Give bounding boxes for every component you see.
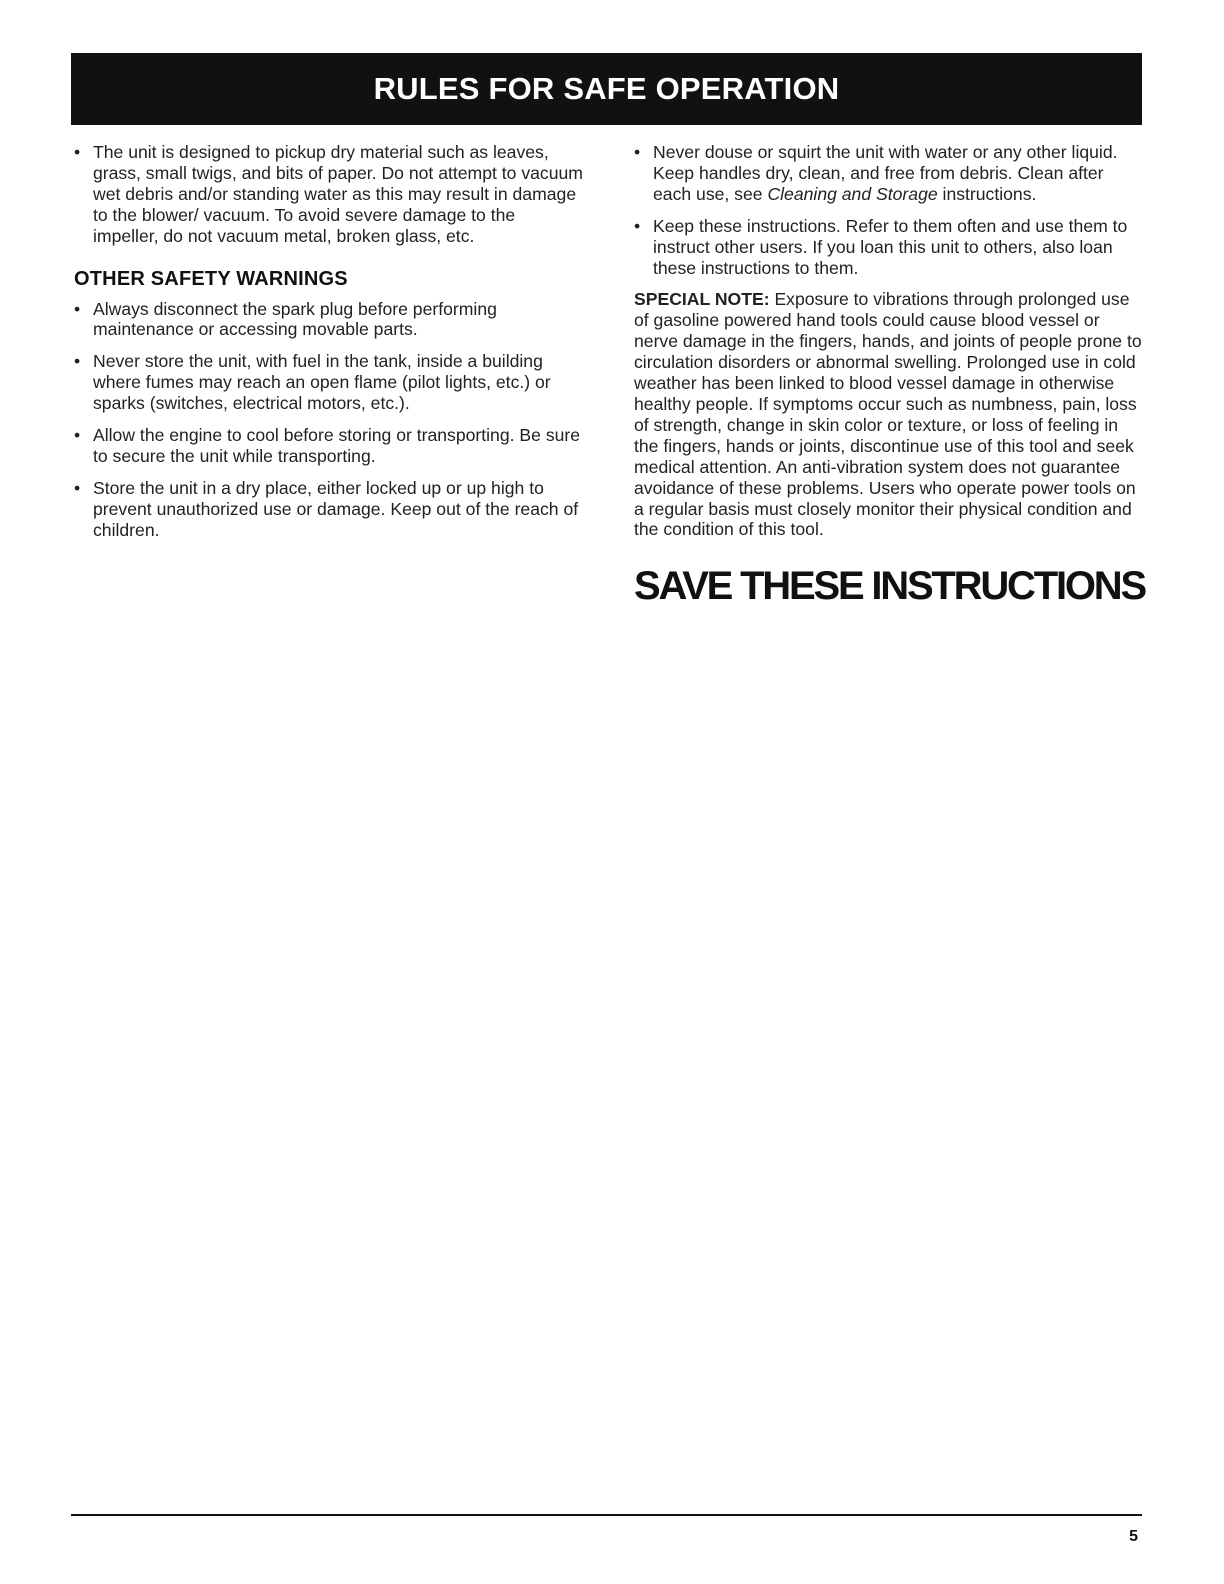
save-instructions-heading: SAVE THESE INSTRUCTIONS bbox=[634, 564, 1145, 609]
bullet-text-part: Never douse or squirt the unit with water or any other liquid. Keep handles dry, clean, and free from debris. Clean after each use, see bbox=[653, 142, 1118, 204]
bullet-icon: • bbox=[634, 215, 641, 236]
footer-divider bbox=[71, 1514, 1142, 1516]
bullet-icon: • bbox=[74, 425, 81, 446]
list-item bbox=[74, 425, 584, 467]
left-column bbox=[74, 142, 584, 552]
bullet-text-part: instructions. bbox=[937, 183, 1037, 204]
special-note bbox=[634, 289, 1144, 540]
bullet-icon: • bbox=[74, 142, 81, 162]
bullet-text: Never store the unit, with fuel in the tank, inside a building where fumes may reach an open flame (pilot lights, etc.) or sparks (switches, electrical motors, etc.). bbox=[93, 351, 551, 414]
bullet-text: Keep these instructions. Refer to them often and use them to instruct other users. If you loan this unit to others, also loan these instructions to them. bbox=[653, 215, 1128, 278]
section-header-bar bbox=[71, 53, 1142, 125]
bullet-text: Allow the engine to cool before storing or transporting. Be sure to secure the unit while transporting. bbox=[93, 425, 581, 466]
right-column bbox=[634, 142, 1144, 610]
list-item bbox=[74, 478, 584, 541]
special-note-text: Exposure to vibrations through prolonged use of gasoline powered hand tools could cause blood vessel or nerve damage in the fingers, hands, and joints of people prone to circulation disorders or abnormal swelling. Prolonged use in cold weather has been linked to blood vessel damage in otherwise healthy people. If symptoms occur such as numbness, pain, loss of strength, change in skin color or texture, or loss of feeling in the fingers, hands or joints, discontinue use of this tool and seek medical attention. An anti-vibration system does not guarantee avoidance of these problems. Users who operate power tools on a regular basis must closely monitor their physical condition and the condition of this tool. bbox=[634, 289, 1142, 540]
page-title: RULES FOR SAFE OPERATION bbox=[373, 71, 840, 106]
bullet-icon: • bbox=[74, 477, 81, 498]
bullet-text: Store the unit in a dry place, either locked up or up high to prevent unauthorized use or damage. Keep out of the reach of children. bbox=[93, 477, 579, 540]
cleaning-storage-reference: Cleaning and Storage bbox=[767, 183, 938, 204]
page-number: 5 bbox=[1129, 1528, 1138, 1545]
list-item bbox=[74, 351, 584, 414]
bullet-text: Always disconnect the spark plug before performing maintenance or accessing movable parts. bbox=[93, 298, 497, 340]
bullet-text: The unit is designed to pickup dry material such as leaves, grass, small twigs, and bits of paper. Do not attempt to vacuum wet debris and/or standing water as this may result in damage to the blower/ vacuum. To avoid severe damage to the impeller, do not vacuum metal, broken glass, etc. bbox=[93, 142, 583, 246]
bullet-icon: • bbox=[74, 298, 81, 319]
list-item bbox=[74, 299, 584, 341]
bullet-icon: • bbox=[74, 351, 81, 372]
bullet-icon: • bbox=[634, 142, 641, 162]
section-heading: OTHER SAFETY WARNINGS bbox=[74, 267, 348, 290]
list-item bbox=[634, 216, 1144, 279]
bullet-text bbox=[653, 142, 1144, 205]
list-item bbox=[74, 142, 584, 247]
list-item bbox=[634, 142, 1144, 205]
special-note-label: SPECIAL NOTE: bbox=[634, 289, 770, 310]
